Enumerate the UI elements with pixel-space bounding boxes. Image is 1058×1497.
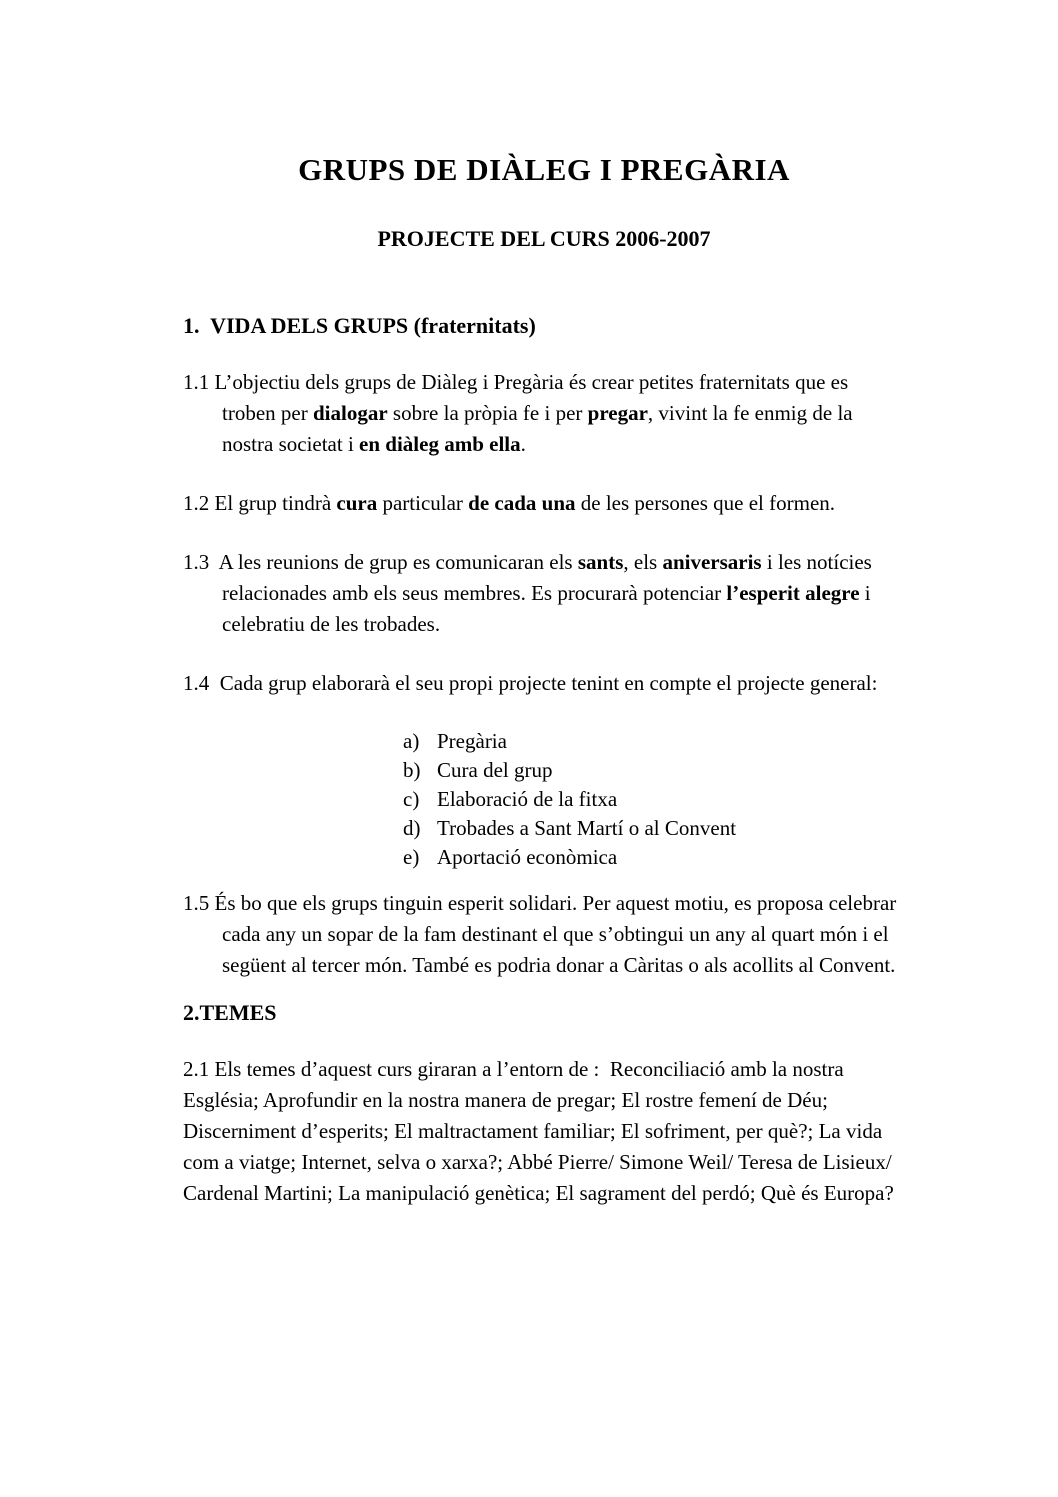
list-item-letter: e) [403,845,420,869]
paragraph-1-2 [183,488,905,519]
paragraph-1-4 [183,668,905,699]
section-1-heading: 1. VIDA DELS GRUPS (fraternitats) [183,313,536,338]
paragraph-1-3 [183,547,905,640]
paragraph-2-1-number: 2.1 [183,1057,215,1081]
list-item [403,756,905,785]
document-content [183,152,905,1209]
list-item [403,843,905,872]
document-subtitle: PROJECTE DEL CURS 2006-2007 [377,226,711,251]
section-2-heading: 2.TEMES [183,1000,277,1025]
list-item-letter: d) [403,816,421,840]
list-item-text: Aportació econòmica [437,845,618,869]
document-title: GRUPS DE DIÀLEG I PREGÀRIA [298,152,790,187]
paragraph-1-3-text: A les reunions de grup es comunicaran els sants, els aniversaris i les notícies relacionades amb els seus membres. Es procurarà potenciar l’esperit alegre i celebratiu de les trobades. [218,550,878,636]
list-item-text: Cura del grup [437,758,553,782]
paragraph-2-1-text: Els temes d’aquest curs giraran a l’entorn de : Reconciliació amb la nostra Església; Aprofundir en la nostra manera de pregar; El rostre femení de Déu; Discerniment d’esperits; El maltractament familiar; El sofriment, per què?; La vida com a viatge; Internet, selva o xarxa?; Abbé Pierre/ Simone Weil/ Teresa de Lisieux/ Cardenal Martini; La manipulació genètica; El sagrament del perdó; Què és Europa? [183,1057,897,1205]
list-item [403,785,905,814]
project-items-list [403,727,905,872]
paragraph-1-1-text: L’objectiu dels grups de Diàleg i Pregària és crear petites fraternitats que es troben per dialogar sobre la pròpia fe i per pregar, vivint la fe enmig de la nostra societat i en diàleg amb ella. [214,370,858,456]
list-item-letter: b) [403,758,421,782]
paragraph-1-1 [183,367,905,460]
list-item-text: Trobades a Sant Martí o al Convent [437,816,737,840]
paragraph-1-2-text: El grup tindrà cura particular de cada una de les persones que el formen. [214,491,836,515]
paragraph-1-5-text: És bo que els grups tinguin esperit solidari. Per aquest motiu, es proposa celebrar cada any un sopar de la fam destinant el que s’obtingui un any al quart món i el següent al tercer món. També es podria donar a Càritas o als acollits al Convent. [214,891,902,977]
list-item [403,727,905,756]
list-item-letter: a) [403,729,420,753]
list-item-text: Pregària [437,729,507,753]
paragraph-1-3-number: 1.3 [183,550,219,574]
list-item-text: Elaboració de la fitxa [437,787,618,811]
paragraph-1-4-number: 1.4 [183,671,220,695]
paragraph-1-5 [183,888,905,981]
paragraph-1-5-number: 1.5 [183,891,215,915]
paragraph-2-1 [183,1054,905,1209]
list-item [403,814,905,843]
paragraph-1-4-text: Cada grup elaborarà el seu propi projecte tenint en compte el projecte general: [219,671,878,695]
paragraph-1-1-number: 1.1 [183,370,215,394]
list-item-letter: c) [403,787,420,811]
paragraph-1-2-number: 1.2 [183,491,215,515]
